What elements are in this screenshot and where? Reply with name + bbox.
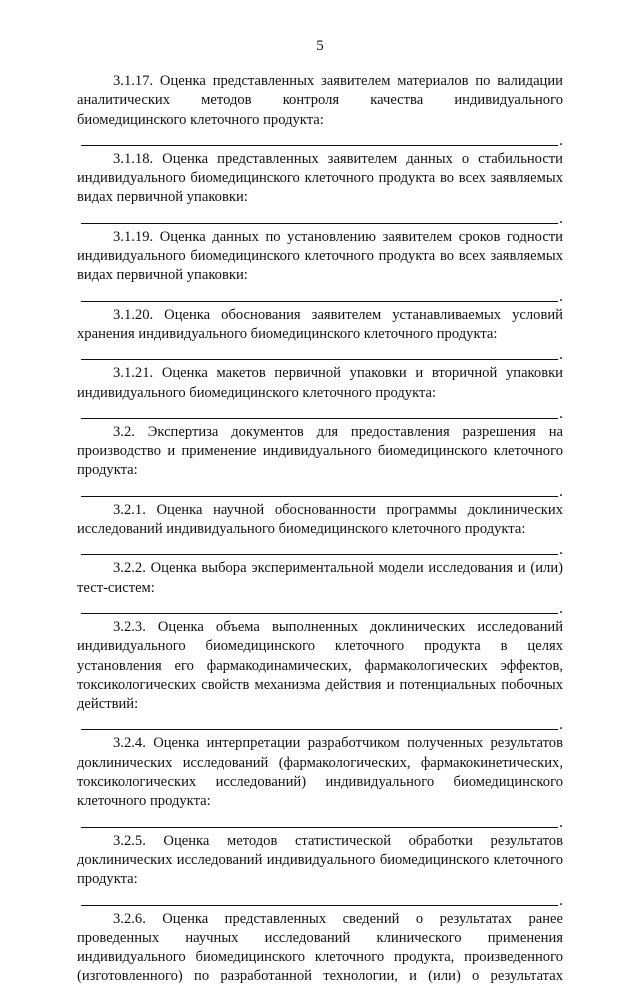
paragraph-text: 3.2.5. Оценка методов статистической обработки результатов доклинических исследований индивидуального биомедицинского клеточного продукта:: [77, 832, 563, 888]
paragraph-text: 3.2.1. Оценка научной обоснованности программы доклинических исследований индивидуального биомедицинского клеточного продукта:: [77, 501, 563, 538]
paragraph-text: 3.1.20. Оценка обоснования заявителем устанавливаемых условий хранения индивидуального биомедицинского клеточного продукта:: [77, 306, 563, 342]
fill-line-row: .: [77, 483, 563, 501]
section-3-1-17: [77, 72, 563, 150]
fill-line: [81, 541, 558, 555]
paragraph-text: 3.1.19. Оценка данных по установлению заявителем сроков годности индивидуального биомедицинского клеточного продукта во всех заявляемых видах первичной упаковки:: [77, 228, 563, 284]
paragraph-text: 3.1.17. Оценка представленных заявителем материалов по валидации аналитических методов контроля качества индивидуального биомедицинского клеточного продукта:: [77, 73, 563, 128]
fill-line-row: .: [77, 288, 563, 306]
fill-line: [81, 483, 558, 497]
fill-line-row: .: [77, 541, 563, 559]
fill-line-row: .: [77, 405, 563, 423]
fill-line-row: .: [77, 892, 563, 910]
paragraph-text: 3.1.21. Оценка макетов первичной упаковки и вторичной упаковки индивидуального биомедицинского клеточного продукта:: [77, 365, 563, 401]
fill-line: [81, 132, 558, 146]
section-3-2-3: [77, 618, 563, 734]
fill-line: [81, 288, 558, 302]
document-body: [77, 72, 563, 989]
fill-line: [81, 210, 558, 224]
fill-line-row: .: [77, 210, 563, 228]
section-3-1-18: [77, 150, 563, 228]
fill-line: [81, 405, 558, 419]
page-number: 5: [316, 38, 324, 54]
fill-line: [81, 892, 558, 906]
section-3-2-1: [77, 501, 563, 560]
paragraph-text: 3.1.18. Оценка представленных заявителем данных о стабильности индивидуального биомедицинского клеточного продукта во всех заявляемых видах первичной упаковки:: [77, 150, 563, 206]
section-3-1-19: [77, 228, 563, 306]
section-3-2-2: [77, 559, 563, 618]
fill-line-row: .: [77, 132, 563, 150]
fill-line: [81, 814, 558, 828]
paragraph-text: 3.2. Экспертиза документов для предоставления разрешения на производство и применение индивидуального биомедицинского клеточного продукта:: [77, 423, 563, 479]
section-3-2: [77, 423, 563, 501]
fill-line-row: .: [77, 814, 563, 832]
paragraph-text: 3.2.6. Оценка представленных сведений о результатах ранее проведенных научных исследований клинического применения индивидуального биомедицинского клеточного продукта, произведенного (изготовленного) по разработанной технологии, и (или) о результатах: [77, 910, 563, 985]
section-3-2-6: [77, 910, 563, 987]
fill-line: [81, 716, 558, 730]
section-3-1-20: [77, 306, 563, 365]
paragraph-text: 3.2.3. Оценка объема выполненных доклинических исследований индивидуального биомедицинского клеточного продукта в целях установления его фармакодинамических, фармакологических эффектов, токсикологических свойств механизма действия и потенциальных побочных действий:: [77, 618, 563, 713]
paragraph-text: 3.2.2. Оценка выбора экспериментальной модели исследования и (или) тест-систем:: [77, 560, 563, 596]
section-3-2-4: [77, 734, 563, 831]
fill-line-row: .: [77, 600, 563, 618]
paragraph-text: 3.2.4. Оценка интерпретации разработчиком полученных результатов доклинических исследований (фармакологических, фармакокинетических, токсикологических исследований) индивидуального биомедицинского клеточного продукта:: [77, 735, 563, 810]
section-3-2-5: [77, 832, 563, 910]
section-3-1-21: [77, 364, 563, 423]
fill-line: [81, 346, 558, 360]
fill-line: [81, 600, 558, 614]
fill-line-row: .: [77, 716, 563, 734]
fill-line-row: .: [77, 346, 563, 364]
